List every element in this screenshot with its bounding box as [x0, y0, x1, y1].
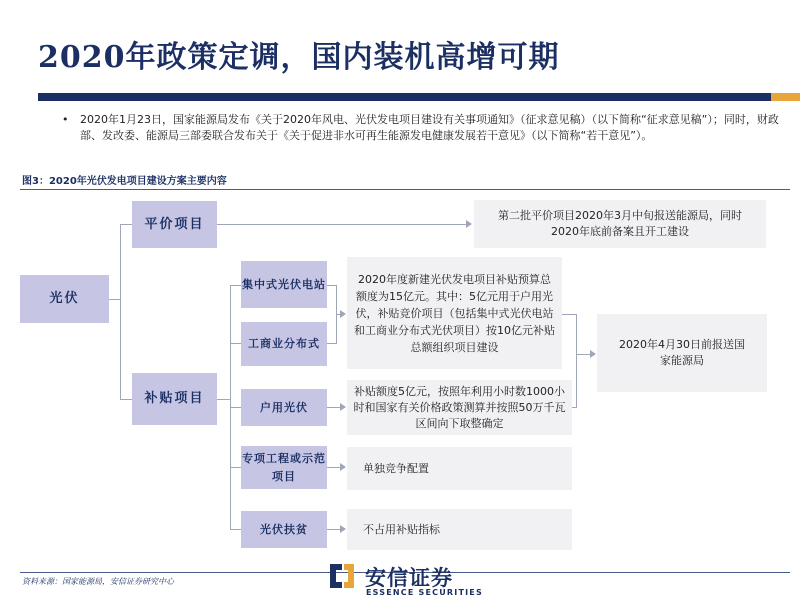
note-poverty: 不占用补贴指标 [347, 509, 572, 550]
intro-bullet: • [62, 113, 69, 126]
figure-caption: 图3：2020年光伏发电项目建设方案主要内容 [22, 176, 227, 187]
note-special: 单独竞争配置 [347, 447, 572, 490]
intro-paragraph: 2020年1月23日，国家能源局发布《关于2020年风电、光伏发电项目建设有关事项通知》（征求意见稿）（以下简称“征求意见稿”）；同时，财政部、发改委、能源局三部委联合发布关于《关于促进非水可再生能源发电健康发展若干意见》（以下简称“若干意见”）。 [80, 113, 779, 142]
logo-text-en: ESSENCE SECURITIES [366, 588, 483, 597]
node-special-project: 专项工程或示范项目 [241, 446, 327, 489]
node-household-pv: 户用光伏 [241, 389, 327, 426]
page-title: 2020年政策定调，国内装机高增可期 [38, 40, 560, 75]
node-commercial-distributed: 工商业分布式 [241, 322, 327, 366]
node-subsidy-project: 补贴项目 [132, 373, 217, 425]
node-poverty-pv: 光伏扶贫 [241, 511, 327, 548]
node-centralized-pv: 集中式光伏电站 [241, 261, 327, 308]
title-accent [771, 93, 800, 101]
essence-logo-icon [326, 560, 358, 592]
note-subsidy-budget: 2020年度新建光伏发电项目补贴预算总额度为15亿元。其中：5亿元用于户用光伏，补贴竞价项目（包括集中式光伏电站和工商业分布式光伏项目）按10亿元补贴总额组织项目建设 [347, 257, 562, 369]
logo-text-cn: 安信证券 [365, 566, 453, 590]
note-parity: 第二批平价项目2020年3月中旬报送能源局，同时2020年底前备案且开工建设 [474, 200, 766, 248]
note-deadline: 2020年4月30日前报送国家能源局 [597, 314, 767, 392]
source-note: 资料来源：国家能源局，安信证券研究中心 [22, 577, 174, 586]
node-pv: 光伏 [20, 275, 109, 323]
note-household: 补贴额度5亿元，按照年利用小时数1000小时和国家有关价格政策测算并按照50万千瓦区间向下取整确定 [347, 380, 572, 435]
caption-divider [20, 189, 790, 190]
node-parity-project: 平价项目 [132, 201, 217, 248]
title-underline [38, 93, 771, 101]
